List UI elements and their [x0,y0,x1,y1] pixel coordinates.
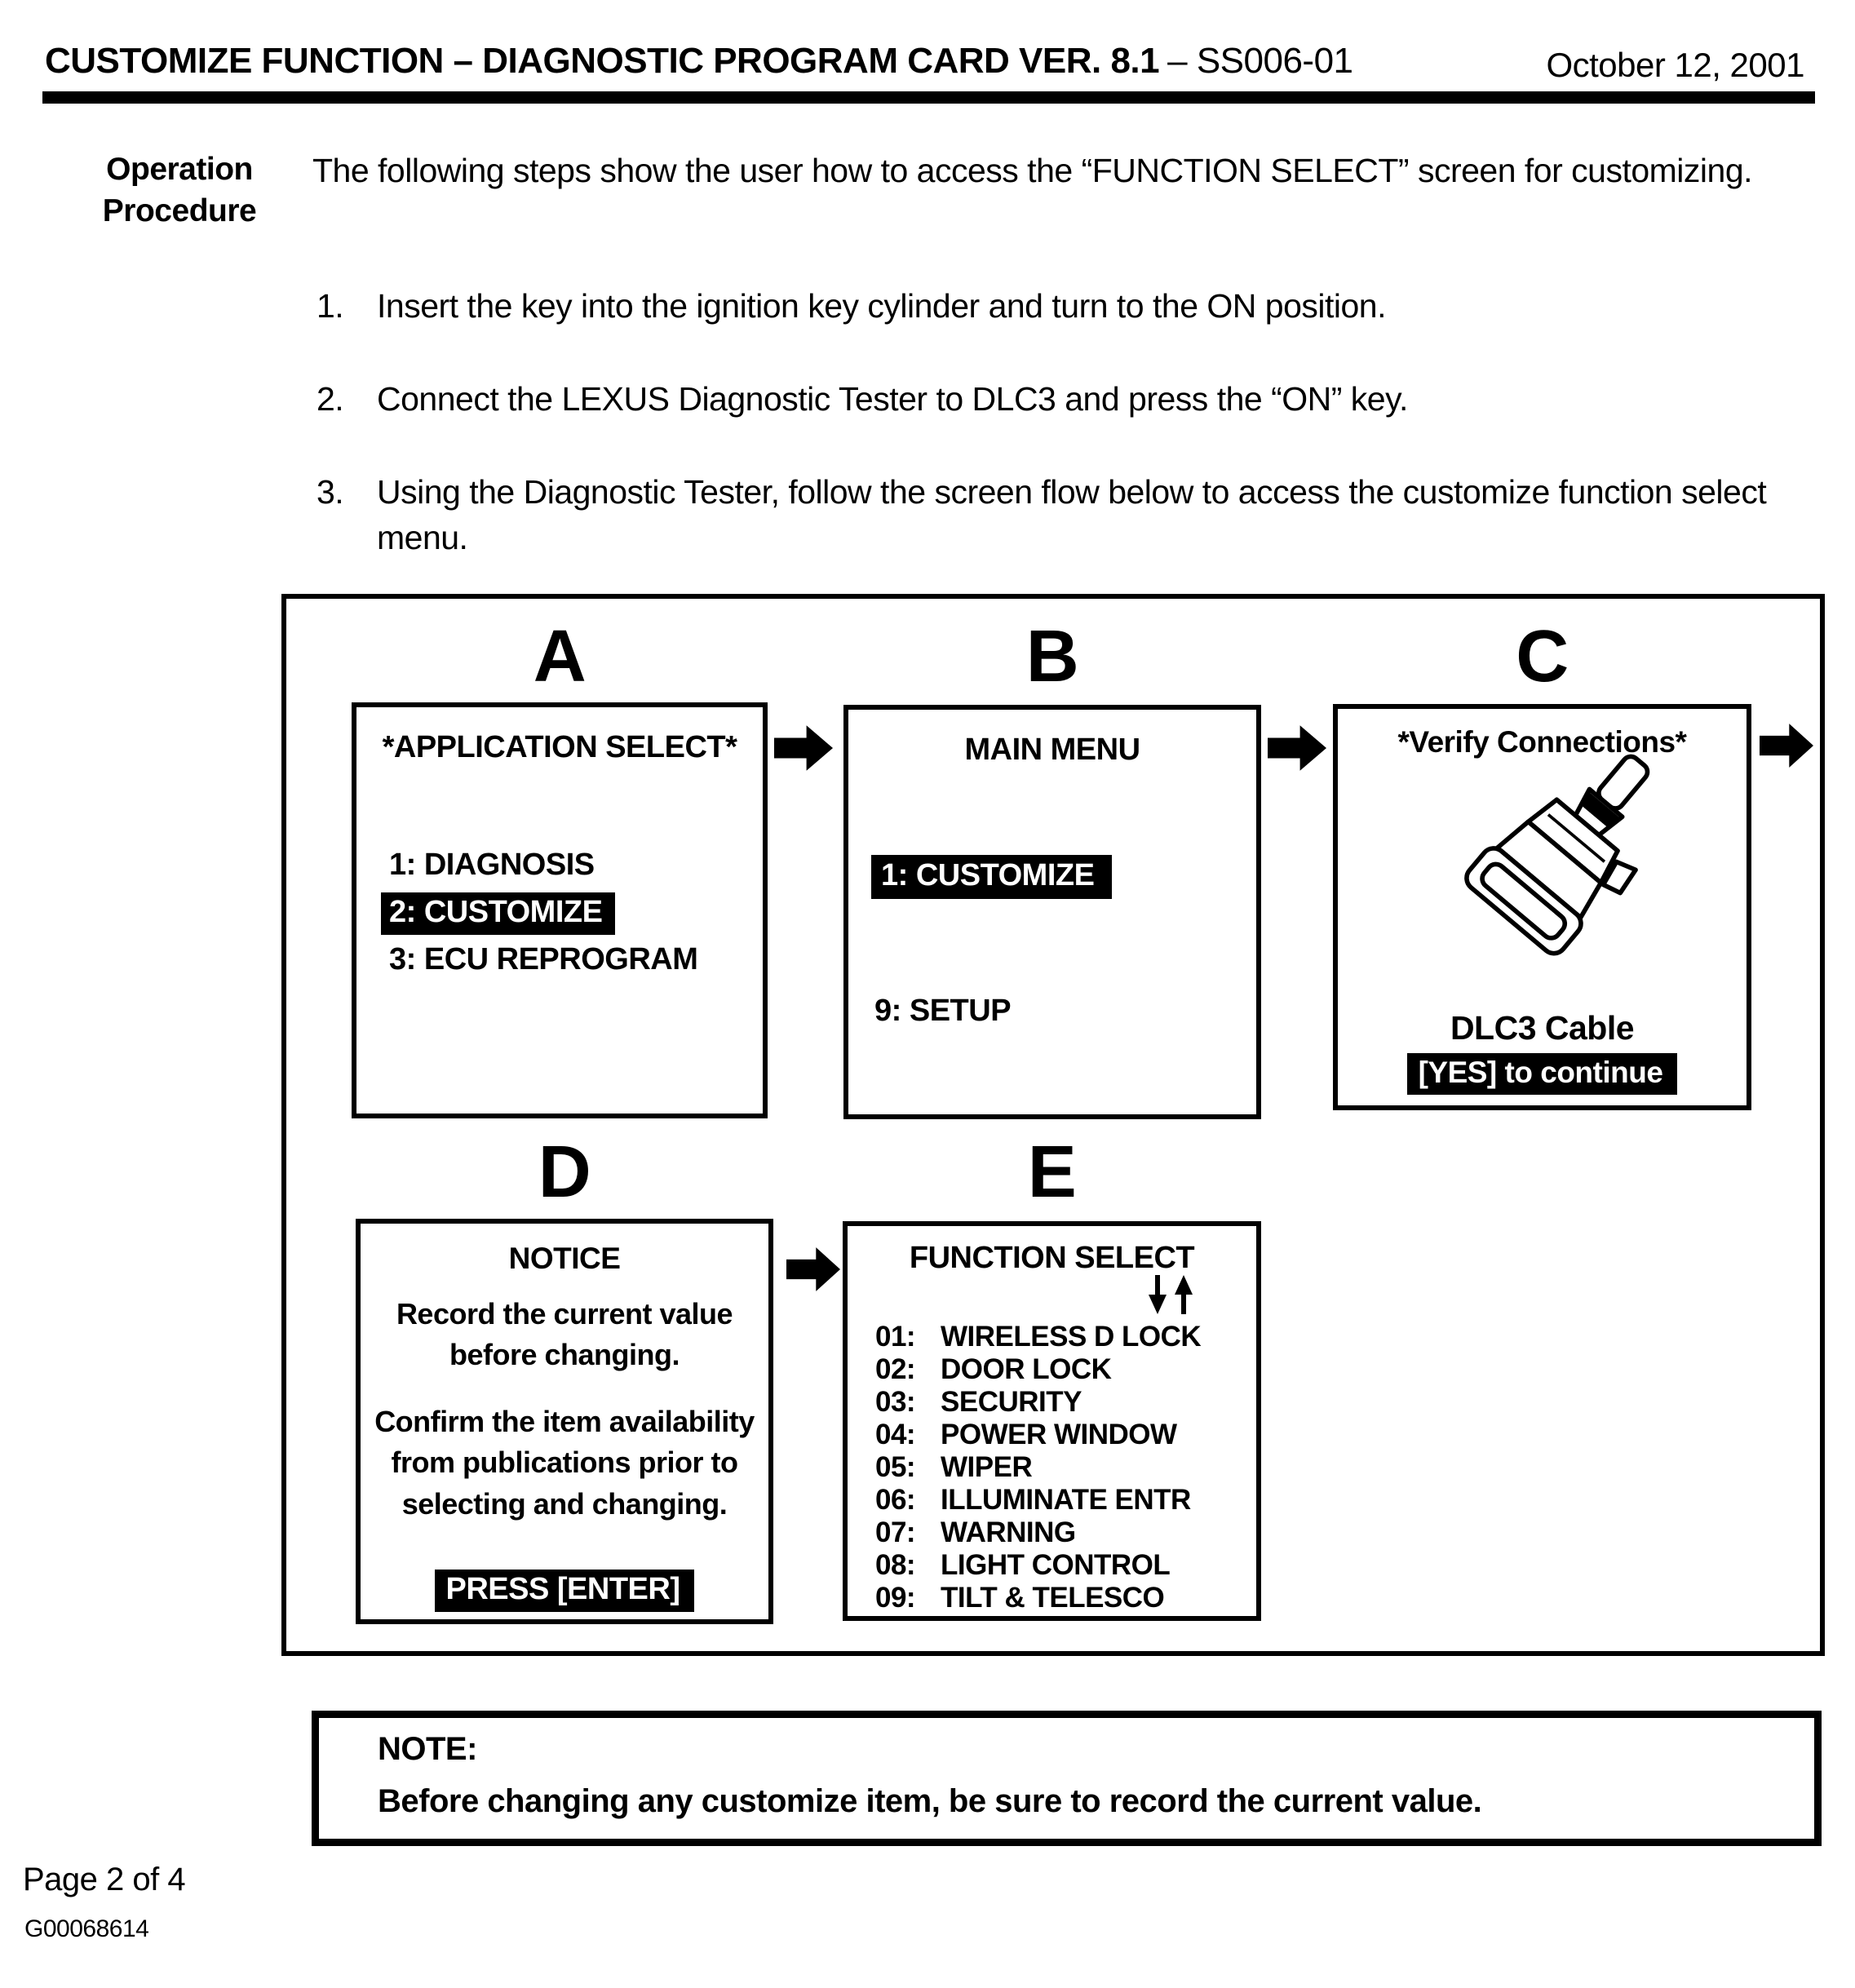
section-label-line2: Procedure [102,193,257,229]
step-2-text: Connect the LEXUS Diagnostic Tester to DLC3 and press the “ON” key. [377,380,1408,418]
function-item-04: 04: POWER WINDOW [875,1419,1177,1450]
screen-e-title: FUNCTION SELECT [909,1241,1195,1275]
section-label [75,148,284,232]
function-item-06: 06: ILLUMINATE ENTR [875,1484,1191,1516]
screen-d-title: NOTICE [508,1242,621,1275]
function-item-01: 01: WIRELESS D LOCK [875,1321,1202,1353]
screen-function-select [843,1221,1261,1621]
function-item-03: 03: SECURITY [875,1386,1082,1418]
intro-paragraph: The following steps show the user how to access the “FUNCTION SELECT” screen for customizing. [312,152,1753,189]
note-text: Before changing any customize item, be sure to record the current value. [378,1783,1482,1819]
function-item-09: 09: TILT & TELESCO [875,1582,1165,1614]
menu-item-customize-highlighted: 2: CUSTOMIZE [381,892,615,935]
step-2-number: 2. [317,380,344,418]
screen-verify-connections [1333,704,1751,1110]
menu-item-ecu-reprogram: 3: ECU REPROGRAM [389,942,698,976]
yes-to-continue-action: [YES] to continue [1407,1053,1678,1095]
flow-arrow-right-icon [786,1243,840,1295]
screen-main-menu [843,705,1261,1119]
function-item-05: 05: WIPER [875,1451,1033,1483]
section-label-line1: Operation [106,152,253,187]
flow-label-e: E [1027,1131,1077,1213]
function-item-07: 07: WARNING [875,1516,1076,1548]
page-number: Page 2 of 4 [23,1862,186,1897]
scroll-down-arrow-icon [1148,1273,1167,1316]
note-label: NOTE: [378,1731,477,1767]
document-date: October 12, 2001 [1546,46,1804,84]
dlc3-connector-icon [1420,751,1665,996]
menu-item-setup: 9: SETUP [874,994,1012,1028]
screen-notice [356,1219,773,1624]
flow-label-a: A [533,616,587,697]
flow-label-b: B [1025,616,1079,697]
note-box [312,1711,1822,1846]
notice-paragraph-2: Confirm the item availability from publications prior to selecting and changing. [374,1405,755,1521]
flow-arrow-right-icon [1268,721,1326,775]
flow-label-d: D [538,1131,591,1213]
screen-application-select [352,702,768,1118]
flow-arrow-right-icon [774,721,833,775]
step-1-text: Insert the key into the ignition key cylinder and turn to the ON position. [377,287,1386,325]
scroll-up-arrow-icon [1174,1273,1193,1316]
step-3-number: 3. [317,473,344,511]
press-enter-action: PRESS [ENTER] [435,1570,695,1612]
screen-flow-diagram [281,594,1825,1656]
document-title-main: CUSTOMIZE FUNCTION – DIAGNOSTIC PROGRAM CARD VER. 8.1 [45,41,1160,81]
flow-arrow-right-icon [1760,719,1813,772]
function-item-02: 02: DOOR LOCK [875,1353,1112,1385]
header-rule [42,91,1815,104]
flow-label-c: C [1516,616,1569,697]
step-1-number: 1. [317,287,344,325]
menu-item-diagnosis: 1: DIAGNOSIS [389,848,595,882]
notice-paragraph-1: Record the current value before changing. [396,1297,733,1372]
screen-b-title: MAIN MENU [964,733,1140,767]
document-title [45,41,1353,82]
dlc3-cable-caption: DLC3 Cable [1450,1009,1635,1047]
step-3-text: Using the Diagnostic Tester, follow the screen flow below to access the customize function select menu. [377,473,1767,556]
screen-a-title: *APPLICATION SELECT* [382,730,737,764]
function-item-08: 08: LIGHT CONTROL [875,1549,1171,1581]
document-title-suffix: – SS006-01 [1167,41,1353,81]
menu-item-customize-main: 1: CUSTOMIZE [871,855,1112,899]
screen-c-title: *Verify Connections* [1397,725,1687,759]
document-id: G00068614 [24,1915,149,1942]
